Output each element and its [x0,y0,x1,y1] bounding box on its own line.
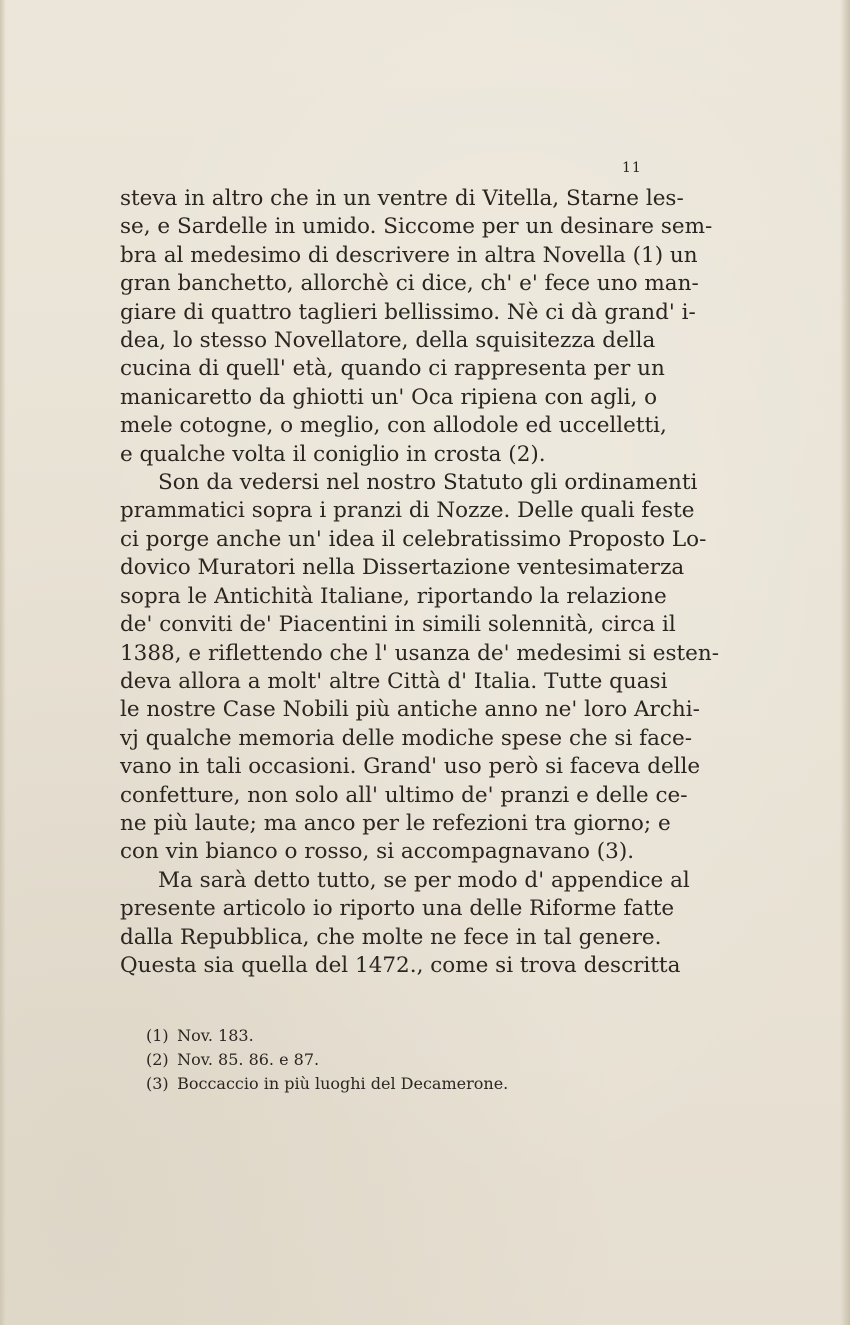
body-line: gran banchetto, allorchè ci dice, ch' e' fece uno man- [120,271,699,297]
footnote-text: Boccaccio in più luoghi del Decamerone. [172,1074,509,1093]
body-line: le nostre Case Nobili più antiche anno ne' loro Archi- [120,697,700,723]
body-line: cucina di quell' età, quando ci rappresenta per un [120,356,665,382]
body-line: bra al medesimo di descrivere in altra Novella (1) un [120,242,698,268]
page-number: 11 [622,160,642,176]
body-line: confetture, non solo all' ultimo de' pranzi e delle ce- [120,782,688,808]
body-line: manicaretto da ghiotti un' Oca ripiena con agli, o [120,384,658,410]
page-right-edge [840,0,850,1325]
body-line: deva allora a molt' altre Città d' Italia. Tutte quasi [120,668,668,694]
body-line: ne più laute; ma anco per le refezioni tra giorno; e [120,810,671,836]
body-line: Questa sia quella del 1472., come si trova descritta [120,952,681,978]
body-line: prammatici sopra i pranzi di Nozze. Delle quali feste [120,498,695,524]
footnote [146,1048,508,1072]
body-line: mele cotogne, o meglio, con allodole ed uccelletti, [120,413,667,439]
body-text [120,185,719,980]
body-line: 1388, e riflettendo che l' usanza de' medesimi si esten- [120,640,719,666]
body-line: e qualche volta il coniglio in crosta (2). [120,441,546,467]
body-line: dea, lo stesso Novellatore, della squisitezza della [120,328,656,354]
body-line: dalla Repubblica, che molte ne fece in tal genere. [120,924,662,950]
body-line: Ma sarà detto tutto, se per modo d' appendice al [158,867,690,893]
body-line: ci porge anche un' idea il celebratissimo Proposto Lo- [120,526,707,552]
body-line: sopra le Antichità Italiane, riportando la relazione [120,583,667,609]
footnote [146,1072,508,1096]
body-line: Son da vedersi nel nostro Statuto gli ordinamenti [158,470,698,496]
body-line: se, e Sardelle in umido. Siccome per un desinare sem- [120,214,713,240]
body-line: con vin bianco o rosso, si accompagnavano (3). [120,839,635,865]
footnote-text: Nov. 183. [172,1026,254,1045]
footnote-marker: (3) [146,1074,169,1093]
body-line: de' conviti de' Piacentini in simili solennità, circa il [120,612,676,638]
footnote-marker: (1) [146,1026,169,1045]
body-line: presente articolo io riporto una delle Riforme fatte [120,896,675,922]
body-line: giare di quattro taglieri bellissimo. Nè ci dà grand' i- [120,299,696,325]
footnotes [146,1024,508,1096]
body-line: dovico Muratori nella Dissertazione ventesimaterza [120,555,685,581]
footnote-text: Nov. 85. 86. e 87. [172,1050,320,1069]
body-line: steva in altro che in un ventre di Vitella, Starne les- [120,186,684,211]
footnote [146,1024,508,1048]
body-line: vj qualche memoria delle modiche spese che si face- [120,725,692,751]
footnote-marker: (2) [146,1050,169,1069]
page-left-edge [0,0,6,1325]
body-line: vano in tali occasioni. Grand' uso però si faceva delle [120,754,701,780]
